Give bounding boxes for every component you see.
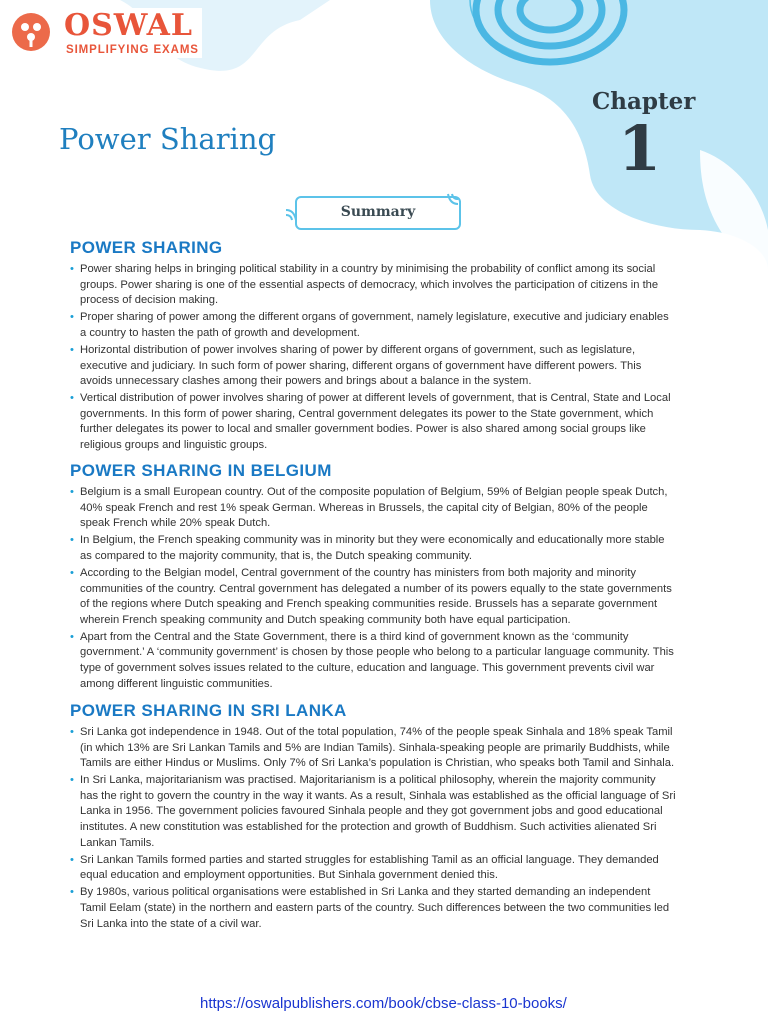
page-title: Power Sharing: [59, 122, 277, 156]
bullet-item: • In Belgium, the French speaking community was in minority but they were economically and educationally more stable as compared to the majority community, that is, the Dutch speaking community.: [70, 533, 676, 564]
bullet-item: • Horizontal distribution of power involves sharing of power by different organs of government, such as legislature, executive and judiciary. In such form of power sharing, different organs of government have different powers. This avoids unnecessary clashes among their powers and brings about a balance in the system.: [70, 343, 676, 390]
oswal-emblem-icon: [12, 13, 50, 51]
bullet-item: • By 1980s, various political organisations were established in Sri Lanka and they started demanding an independent Tamil Eelam (state) in the northern and eastern parts of the country. Such differences between the two communities led Sri Lanka into the state of a civil war.: [70, 885, 676, 932]
section-heading: POWER SHARING IN SRI LANKA: [70, 701, 347, 720]
bullet-item: • Belgium is a small European country. Out of the composite population of Belgium, 59% of Belgian people speak Dutch, 40% speak French and rest 1% speak German. Whereas in Brussels, the capital city of Belgian, 80% of the people speak French while 20% speak Dutch.: [70, 485, 676, 532]
brand-tagline: SIMPLIFYING EXAMS: [66, 44, 199, 56]
bullet-item: • Sri Lanka got independence in 1948. Out of the total population, 74% of the people speak Sinhala and 18% speak Tamil (in which 13% are Sri Lankan Tamils and 5% are Indian Tamils). Sinhala-speaking people are primarily Buddhists, while Tamils are either Hindus or Muslims. Only 7% of Sri Lanka’s population is Christian, who speaks both Tamil and Sinhala.: [70, 725, 676, 772]
bullet-item: • Sri Lankan Tamils formed parties and started struggles for establishing Tamil as an official language. They demanded equal education and employment opportunities. But Sinhala government denied this.: [70, 853, 676, 884]
summary-badge: [295, 196, 461, 230]
signal-right-icon: [440, 190, 460, 208]
brand-logo: [8, 8, 202, 58]
bullet-item: • Apart from the Central and the State Government, there is a third kind of government known as the ‘community government.’ A ‘community government’ is chosen by those people who belong to a particular language community. This type of government solves issues related to the culture, education and language. This government prevents civil war among different linguistic communities.: [70, 630, 676, 692]
signal-left-icon: [284, 206, 304, 224]
brand-name: OSWAL: [64, 8, 193, 43]
chapter-number: 1: [618, 112, 662, 185]
summary-label: Summary: [340, 204, 416, 220]
bullet-item: • According to the Belgian model, Central government of the country has ministers from both majority and minority communities of the country. Central government has delegated a number of its powers equally to the state governments of the regions where Dutch speaking and French speaking communities reside. Brussels has a separate government wherein French speaking community and Dutch speaking community both have equal participation.: [70, 566, 676, 628]
bullet-item: • Vertical distribution of power involves sharing of power at different levels of government, that is Central, State and Local governments. In this form of power sharing, Central government delegates its power to the State government, which further delegates its power to local and smaller government bodies. Power is also shared among social groups like religious groups and linguistic groups.: [70, 391, 676, 453]
section-heading: POWER SHARING IN BELGIUM: [70, 461, 332, 480]
bullet-item: • In Sri Lanka, majoritarianism was practised. Majoritarianism is a political philosophy, wherein the majority community has the right to govern the country in the way it wants. As a result, Sinhala was established as the official language of Sri Lanka in 1956. The government policies favoured Sinhala people and they got government jobs and good educational institutes. A new constitution was established for the protection and growth of Buddhism. Such activities alienated Sri Lankan Tamils.: [70, 773, 676, 851]
section-power-sharing-sri-lanka: [70, 701, 676, 934]
section-power-sharing: [70, 238, 676, 455]
bullet-item: • Power sharing helps in bringing political stability in a country by minimising the probability of conflict among its social groups. Power sharing is one of the essential aspects of democracy, which involves the participation of citizens in the process of decision making.: [70, 262, 676, 309]
publisher-link[interactable]: https://oswalpublishers.com/book/cbse-class-10-books/: [200, 995, 567, 1012]
chapter-label: Chapter: [592, 88, 696, 115]
bullet-item: • Proper sharing of power among the different organs of government, namely legislature, executive and judiciary enables a country to hasten the path of growth and development.: [70, 310, 676, 341]
section-heading: POWER SHARING: [70, 238, 223, 257]
section-power-sharing-belgium: [70, 461, 676, 694]
